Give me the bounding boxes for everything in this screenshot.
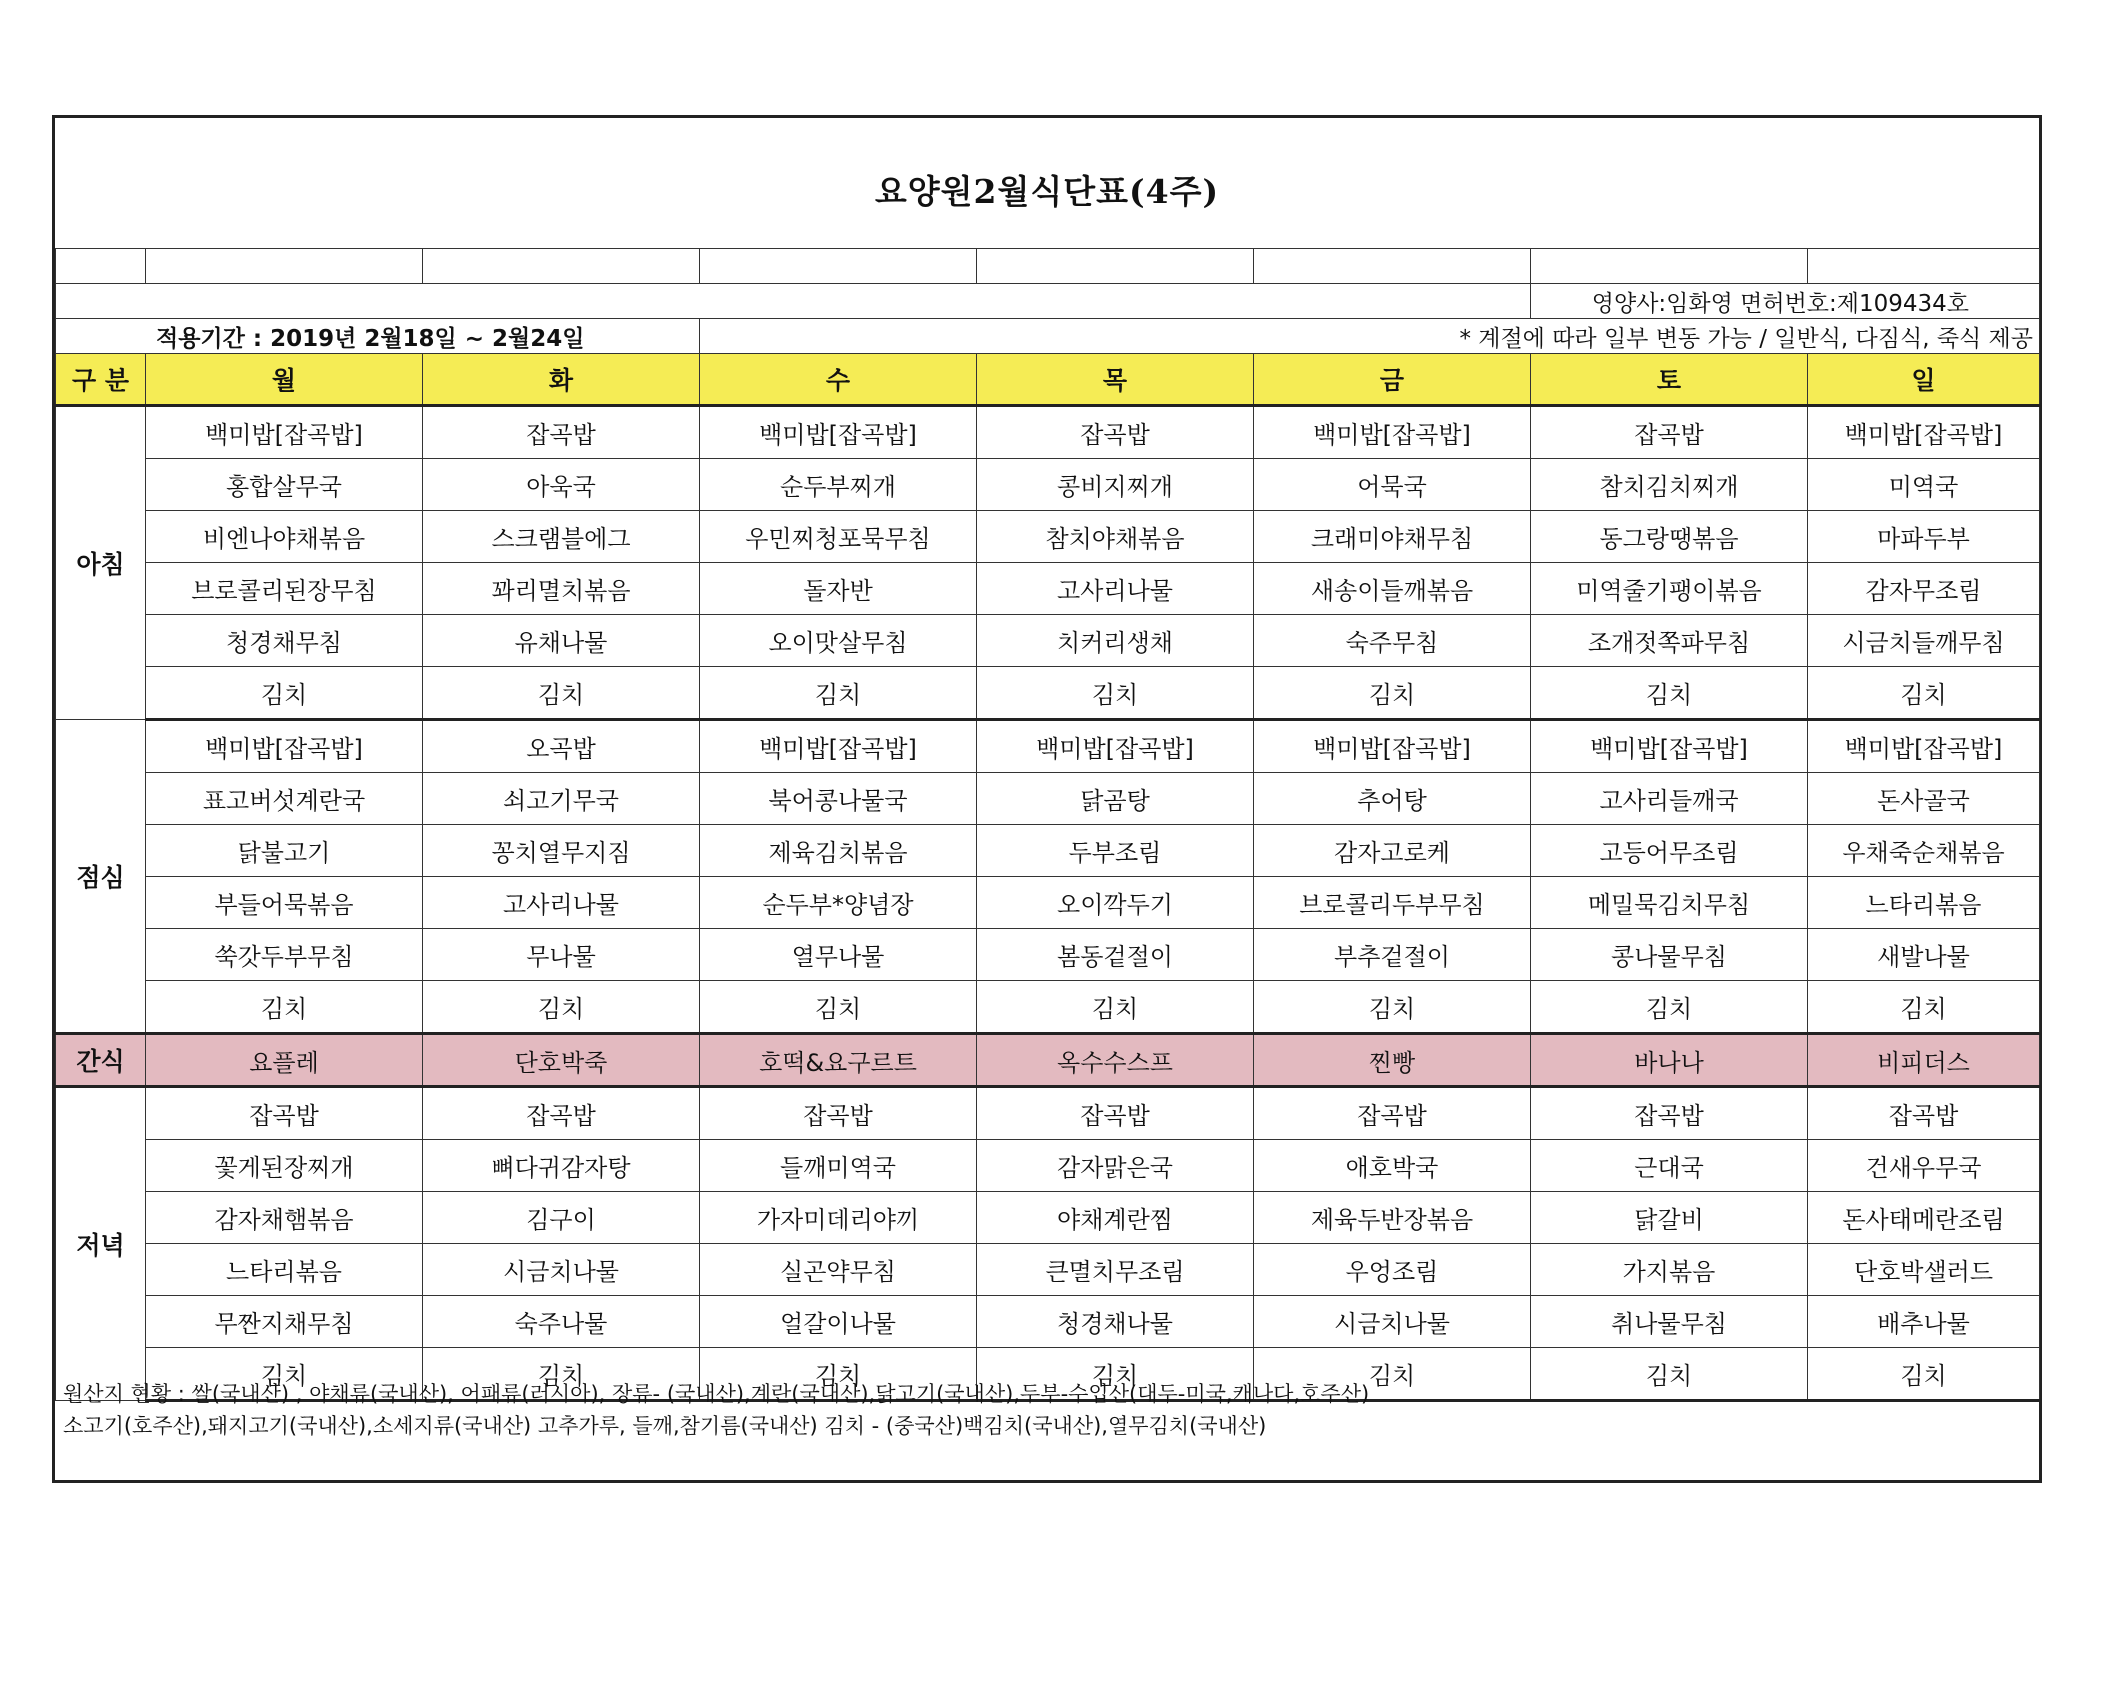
meal-row (56, 1140, 2040, 1192)
meal-row (56, 1296, 2040, 1348)
dish-cell: 느타리볶음 (1808, 877, 2040, 929)
dish-cell: 제육김치볶음 (700, 825, 977, 877)
dish-cell: 김치 (977, 1348, 1254, 1401)
dish-cell: 단호박죽 (423, 1034, 700, 1087)
dish-cell: 감자맑은국 (977, 1140, 1254, 1192)
dish-cell: 김치 (977, 981, 1254, 1034)
dish-cell: 김치 (146, 1348, 423, 1401)
dish-cell: 백미밥[잡곡밥] (977, 720, 1254, 773)
dish-cell: 조개젓쪽파무침 (1531, 615, 1808, 667)
dish-cell: 백미밥[잡곡밥] (700, 720, 977, 773)
dish-cell: 고사리나물 (423, 877, 700, 929)
meal-row (56, 825, 2040, 877)
dish-cell: 백미밥[잡곡밥] (146, 406, 423, 459)
dish-cell: 어묵국 (1254, 459, 1531, 511)
dish-cell: 김치 (700, 1348, 977, 1401)
dish-cell: 김구이 (423, 1192, 700, 1244)
dish-cell: 찐빵 (1254, 1034, 1531, 1087)
meal-row (56, 877, 2040, 929)
meal-row (56, 1244, 2040, 1296)
dish-cell: 시금치나물 (423, 1244, 700, 1296)
dish-cell: 백미밥[잡곡밥] (1808, 406, 2040, 459)
dish-cell: 바나나 (1531, 1034, 1808, 1087)
dish-cell: 실곤약무침 (700, 1244, 977, 1296)
dish-cell: 제육두반장볶음 (1254, 1192, 1531, 1244)
dish-cell: 호떡&요구르트 (700, 1034, 977, 1087)
dish-cell: 청경채나물 (977, 1296, 1254, 1348)
dish-cell: 잡곡밥 (1254, 1087, 1531, 1140)
meal-row (56, 773, 2040, 825)
dish-cell: 오이깍두기 (977, 877, 1254, 929)
dish-cell: 닭불고기 (146, 825, 423, 877)
dish-cell: 김치 (423, 1348, 700, 1401)
meal-row (56, 929, 2040, 981)
dish-cell: 감자고로케 (1254, 825, 1531, 877)
dish-cell: 돈사태메란조림 (1808, 1192, 2040, 1244)
snack-row (56, 1034, 2040, 1087)
dish-cell: 브로콜리된장무침 (146, 563, 423, 615)
meal-row (56, 406, 2040, 459)
dish-cell: 치커리생채 (977, 615, 1254, 667)
dish-cell: 김치 (977, 667, 1254, 720)
dish-cell: 백미밥[잡곡밥] (700, 406, 977, 459)
meal-label: 점심 (56, 720, 146, 1034)
dish-cell: 고사리나물 (977, 563, 1254, 615)
dish-cell: 잡곡밥 (423, 1087, 700, 1140)
dish-cell: 오이맛살무침 (700, 615, 977, 667)
meal-label: 아침 (56, 406, 146, 720)
dish-cell: 순두부찌개 (700, 459, 977, 511)
dish-cell: 김치 (1531, 1348, 1808, 1401)
dish-cell: 참치야채볶음 (977, 511, 1254, 563)
dish-cell: 김치 (700, 667, 977, 720)
dish-cell: 부추겉절이 (1254, 929, 1531, 981)
origin-line: 원산지 현황 : 쌀(국내산) , 야채류(국내산), 어패류(러시아), 장류- (국내산),계란(국내산),닭고기(국내산),두부-수입산(대두-미국,캐나다,호주산) (63, 1382, 1370, 1406)
dish-cell: 미역국 (1808, 459, 2040, 511)
dish-cell: 비피더스 (1808, 1034, 2040, 1087)
dish-cell: 동그랑땡볶음 (1531, 511, 1808, 563)
dish-cell: 고사리들깨국 (1531, 773, 1808, 825)
dish-cell: 콩나물무침 (1531, 929, 1808, 981)
category-header: 구 분 (56, 354, 146, 406)
dish-cell: 단호박샐러드 (1808, 1244, 2040, 1296)
dish-cell: 백미밥[잡곡밥] (146, 720, 423, 773)
day-header: 금 (1254, 354, 1531, 406)
dish-cell: 쇠고기무국 (423, 773, 700, 825)
dish-cell: 백미밥[잡곡밥] (1531, 720, 1808, 773)
dish-cell: 잡곡밥 (700, 1087, 977, 1140)
dish-cell: 취나물무침 (1531, 1296, 1808, 1348)
dish-cell: 봄동겉절이 (977, 929, 1254, 981)
day-header: 화 (423, 354, 700, 406)
application-period: 적용기간 : 2019년 2월18일 ~ 2월24일 (56, 319, 700, 354)
dish-cell: 김치 (146, 667, 423, 720)
dish-cell: 뼈다귀감자탕 (423, 1140, 700, 1192)
dish-cell: 김치 (1808, 981, 2040, 1034)
dish-cell: 가지볶음 (1531, 1244, 1808, 1296)
dish-cell: 무짠지채무침 (146, 1296, 423, 1348)
dish-cell: 요플레 (146, 1034, 423, 1087)
dish-cell: 김치 (1808, 667, 2040, 720)
dish-cell: 백미밥[잡곡밥] (1254, 406, 1531, 459)
dish-cell: 김치 (1808, 1348, 2040, 1401)
meal-row (56, 1192, 2040, 1244)
dish-cell: 김치 (146, 981, 423, 1034)
dish-cell: 순두부*양념장 (700, 877, 977, 929)
dish-cell: 새송이들깨볶음 (1254, 563, 1531, 615)
meal-row (56, 1087, 2040, 1140)
dish-cell: 열무나물 (700, 929, 977, 981)
origin-info (63, 1378, 1369, 1442)
dietitian-row (56, 284, 2040, 319)
meal-row (56, 981, 2040, 1034)
dish-cell: 표고버섯계란국 (146, 773, 423, 825)
page-title: 요양원2월식단표(4주) (874, 172, 1220, 211)
day-header: 토 (1531, 354, 1808, 406)
day-header: 목 (977, 354, 1254, 406)
dish-cell: 청경채무침 (146, 615, 423, 667)
dish-cell: 느타리볶음 (146, 1244, 423, 1296)
dish-cell: 건새우무국 (1808, 1140, 2040, 1192)
menu-sheet (52, 115, 2042, 1483)
dish-cell: 백미밥[잡곡밥] (1808, 720, 2040, 773)
dish-cell: 김치 (1531, 667, 1808, 720)
dietitian-info: 영양사:임화영 면허번호:제109434호 (1531, 284, 2040, 319)
dish-cell: 잡곡밥 (1531, 1087, 1808, 1140)
meal-label: 간식 (56, 1034, 146, 1087)
dish-cell: 추어탕 (1254, 773, 1531, 825)
dish-cell: 유채나물 (423, 615, 700, 667)
dish-cell: 김치 (1254, 1348, 1531, 1401)
dish-cell: 숙주무침 (1254, 615, 1531, 667)
meal-row (56, 667, 2040, 720)
dish-cell: 크래미야채무침 (1254, 511, 1531, 563)
dish-cell: 가자미데리야끼 (700, 1192, 977, 1244)
dish-cell: 야채계란찜 (977, 1192, 1254, 1244)
meal-label: 저녁 (56, 1087, 146, 1401)
menu-note: * 계절에 따라 일부 변동 가능 / 일반식, 다짐식, 죽식 제공 (700, 319, 2040, 354)
dish-cell: 우민찌청포묵무침 (700, 511, 977, 563)
header-row (56, 354, 2040, 406)
meal-row (56, 563, 2040, 615)
dish-cell: 옥수수스프 (977, 1034, 1254, 1087)
dish-cell: 김치 (423, 981, 700, 1034)
meal-row (56, 459, 2040, 511)
dish-cell: 들깨미역국 (700, 1140, 977, 1192)
dish-cell: 잡곡밥 (977, 406, 1254, 459)
menu-table (55, 248, 2040, 1402)
dish-cell: 두부조림 (977, 825, 1254, 877)
dish-cell: 아욱국 (423, 459, 700, 511)
dish-cell: 애호박국 (1254, 1140, 1531, 1192)
dish-cell: 고등어무조림 (1531, 825, 1808, 877)
dish-cell: 스크램블에그 (423, 511, 700, 563)
dish-cell: 미역줄기팽이볶음 (1531, 563, 1808, 615)
dish-cell: 잡곡밥 (1808, 1087, 2040, 1140)
meal-row (56, 511, 2040, 563)
dish-cell: 메밀묵김치무침 (1531, 877, 1808, 929)
dish-cell: 얼갈이나물 (700, 1296, 977, 1348)
dish-cell: 브로콜리두부무침 (1254, 877, 1531, 929)
dish-cell: 꽁치열무지짐 (423, 825, 700, 877)
day-header: 일 (1808, 354, 2040, 406)
meal-row (56, 720, 2040, 773)
dish-cell: 홍합살무국 (146, 459, 423, 511)
dish-cell: 무나물 (423, 929, 700, 981)
dish-cell: 오곡밥 (423, 720, 700, 773)
dish-cell: 잡곡밥 (423, 406, 700, 459)
dish-cell: 김치 (1531, 981, 1808, 1034)
day-header: 수 (700, 354, 977, 406)
dish-cell: 부들어묵볶음 (146, 877, 423, 929)
period-row (56, 319, 2040, 354)
blank-row (56, 249, 2040, 284)
dish-cell: 쑥갓두부무침 (146, 929, 423, 981)
dish-cell: 근대국 (1531, 1140, 1808, 1192)
dish-cell: 백미밥[잡곡밥] (1254, 720, 1531, 773)
dish-cell: 새발나물 (1808, 929, 2040, 981)
dish-cell: 돈사골국 (1808, 773, 2040, 825)
day-header: 월 (146, 354, 423, 406)
dish-cell: 꽃게된장찌개 (146, 1140, 423, 1192)
dish-cell: 시금치나물 (1254, 1296, 1531, 1348)
dish-cell: 잡곡밥 (977, 1087, 1254, 1140)
origin-line: 소고기(호주산),돼지고기(국내산),소세지류(국내산) 고추가루, 들깨,참기름(국내산) 김치 - (중국산)백김치(국내산),열무김치(국내산) (63, 1414, 1267, 1438)
dish-cell: 마파두부 (1808, 511, 2040, 563)
dish-cell: 김치 (423, 667, 700, 720)
dish-cell: 감자무조림 (1808, 563, 2040, 615)
dish-cell: 닭갈비 (1531, 1192, 1808, 1244)
dish-cell: 꽈리멸치볶음 (423, 563, 700, 615)
dish-cell: 김치 (700, 981, 977, 1034)
dish-cell: 비엔나야채볶음 (146, 511, 423, 563)
dish-cell: 큰멸치무조림 (977, 1244, 1254, 1296)
dish-cell: 우채죽순채볶음 (1808, 825, 2040, 877)
dish-cell: 우엉조림 (1254, 1244, 1531, 1296)
dish-cell: 숙주나물 (423, 1296, 700, 1348)
dish-cell: 북어콩나물국 (700, 773, 977, 825)
dish-cell: 김치 (1254, 981, 1531, 1034)
dish-cell: 잡곡밥 (1531, 406, 1808, 459)
dish-cell: 잡곡밥 (146, 1087, 423, 1140)
dish-cell: 감자채햄볶음 (146, 1192, 423, 1244)
dish-cell: 참치김치찌개 (1531, 459, 1808, 511)
dish-cell: 닭곰탕 (977, 773, 1254, 825)
meal-row (56, 615, 2040, 667)
dish-cell: 배추나물 (1808, 1296, 2040, 1348)
dish-cell: 콩비지찌개 (977, 459, 1254, 511)
dish-cell: 시금치들깨무침 (1808, 615, 2040, 667)
dish-cell: 돌자반 (700, 563, 977, 615)
dish-cell: 김치 (1254, 667, 1531, 720)
